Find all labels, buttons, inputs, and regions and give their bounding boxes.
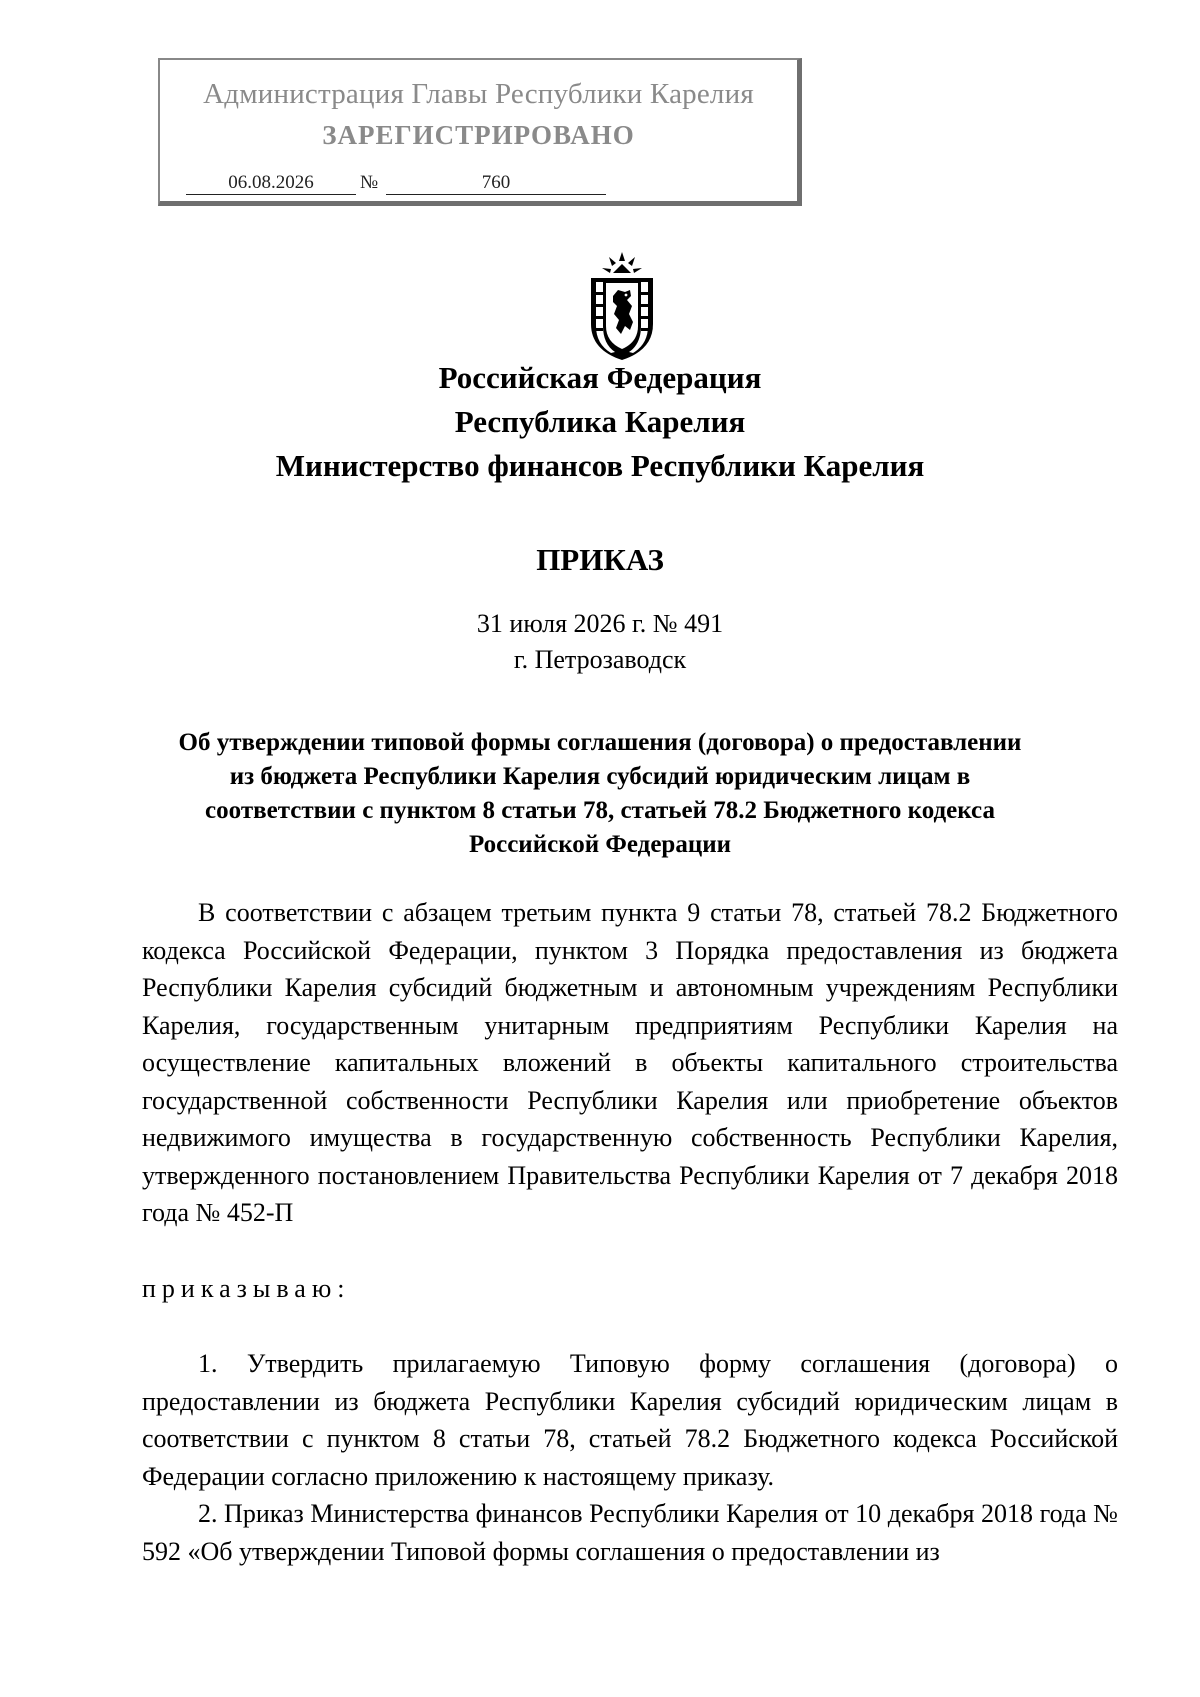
order-item: 2. Приказ Министерства финансов Республики Карелия от 10 декабря 2018 года № 592 «Об утверждении Типовой формы соглашения о предоставлении из	[142, 1499, 1118, 1566]
document-date-number: 31 июля 2026 г. № 491	[476, 609, 724, 638]
order-word: приказываю:	[142, 1273, 351, 1303]
subject-line: из бюджета Республики Карелия субсидий юридическим лицам в	[229, 763, 971, 790]
subject-line: соответствии с пунктом 8 статьи 78, статьей 78.2 Бюджетного кодекса	[205, 797, 995, 824]
document-body	[142, 894, 1118, 1570]
header-ministry: Министерство финансов Республики Карелия	[275, 448, 925, 483]
subject-line: Об утверждении типовой формы соглашения (договора) о предоставлении	[178, 729, 1022, 756]
document-subject	[120, 726, 1080, 862]
order-item: 1. Утвердить прилагаемую Типовую форму соглашения (договора) о предоставлении из бюджета Республики Карелия субсидий юридическим лицам в соответствии с пунктом 8 статьи 78, статьей 78.2 Бюджетного кодекса Российской Федерации согласно приложению к настоящему приказу.	[142, 1349, 1118, 1491]
document-type: ПРИКАЗ	[536, 542, 664, 577]
stamp-registration-line	[186, 172, 768, 198]
stamp-status: ЗАРЕГИСТРИРОВАНО	[322, 120, 635, 150]
header-country: Российская Федерация	[438, 360, 762, 395]
stamp-number-label: №	[360, 172, 379, 193]
document-date-block	[140, 606, 1060, 678]
subject-line: Российской Федерации	[468, 831, 732, 858]
registration-stamp	[158, 58, 802, 206]
header-republic: Республика Карелия	[454, 404, 746, 439]
preamble-paragraph: В соответствии с абзацем третьим пункта 9 статьи 78, статьей 78.2 Бюджетного кодекса Российской Федерации, пунктом 3 Порядка предоставления из бюджета Республики Карелия субсидий бюджетным и автономным учреждениям Республики Карелия, государственным унитарным предприятиям Республики Карелия на осуществление капитальных вложений в объекты капитального строительства государственной собственности Республики Карелия или приобретение объектов недвижимого имущества в государственную собственность Республики Карелия, утвержденного постановлением Правительства Республики Карелия от 7 декабря 2018 года № 452-П	[142, 898, 1118, 1227]
stamp-date: 06.08.2026	[186, 172, 356, 195]
document-header	[140, 356, 1060, 488]
document-city: г. Петрозаводск	[513, 645, 687, 674]
karelia-coat-of-arms-icon	[585, 252, 659, 362]
stamp-organization: Администрация Главы Республики Карелия	[203, 78, 754, 110]
stamp-number: 760	[386, 172, 606, 195]
